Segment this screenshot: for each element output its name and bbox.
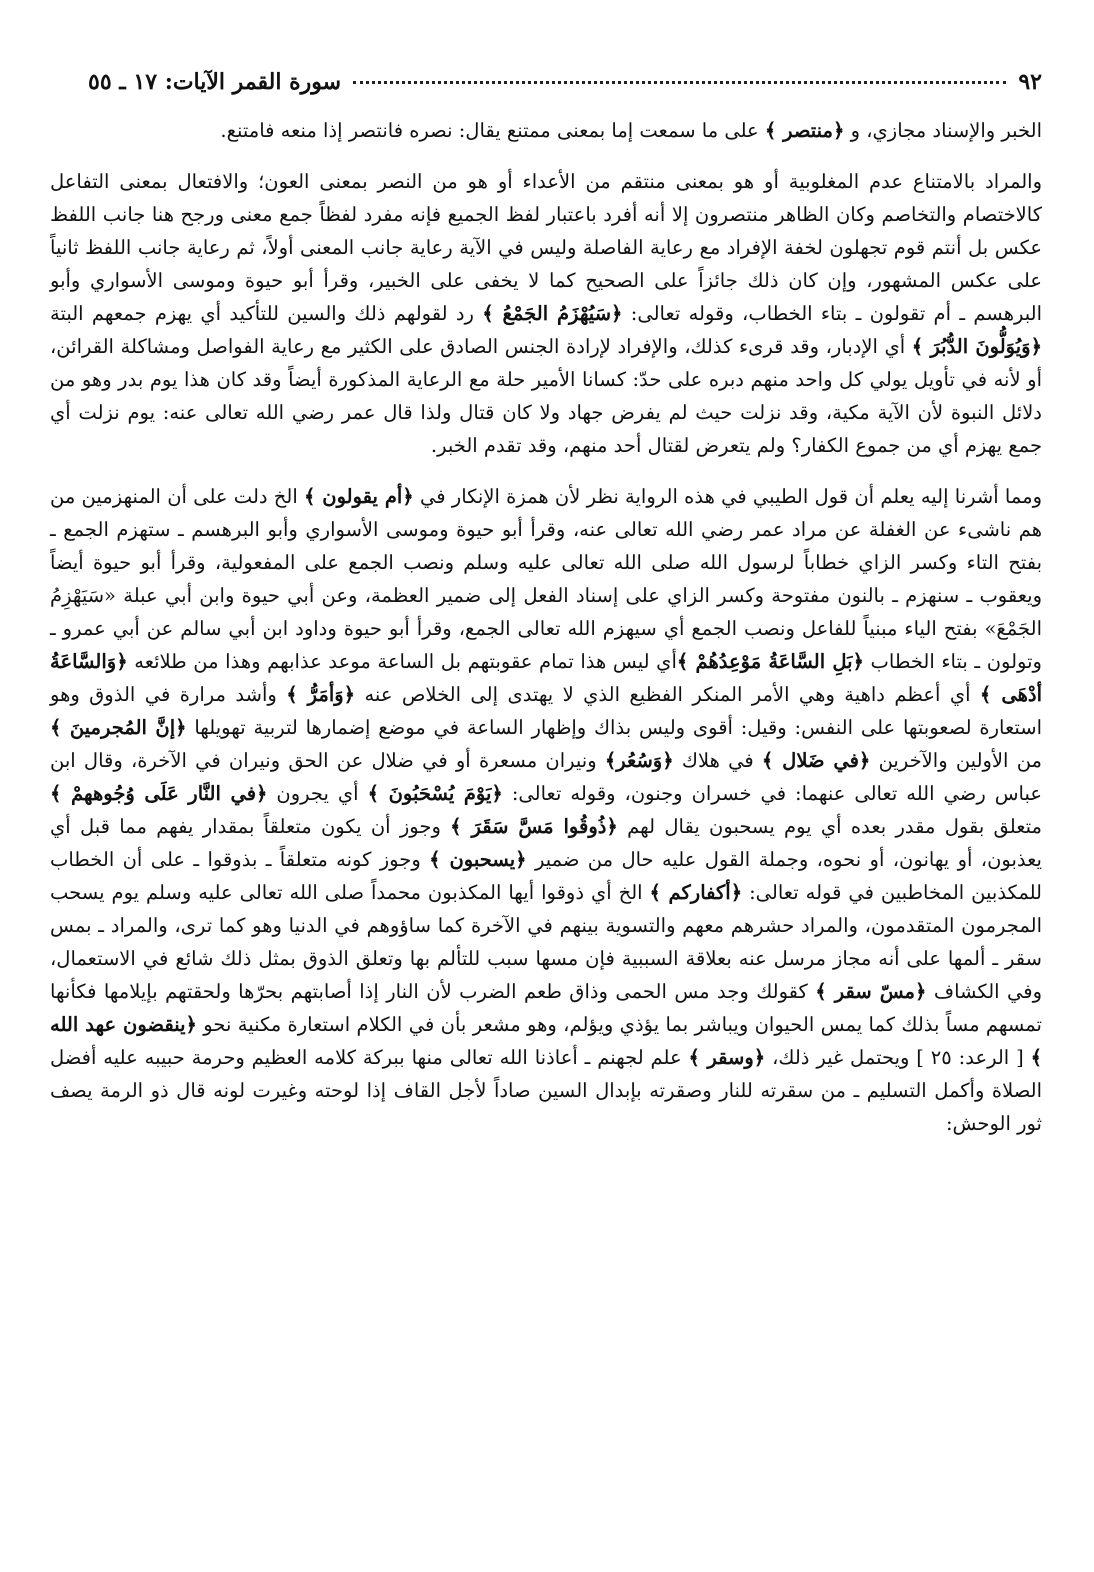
header-dotted-leader	[353, 81, 1006, 84]
text-run: أي ليس هذا تمام عقوبتهم بل الساعة موعد عذابهم وهذا من طلائعه	[127, 650, 677, 673]
quran-quote: ﴿يَوْمَ يُسْحَبُونَ ﴾	[367, 782, 503, 805]
quran-quote: ﴿منتصر ﴾	[764, 119, 845, 142]
text-run: والمراد بالامتناع عدم المغلوبية أو هو بمعنى منتقم من الأعداء أو هو من النصر بمعنى العون؛ والافتعال بمعنى التفاعل كالاختصام والتخاصم وكان الظاهر منتصرون إلا أنه أفرد باعتبار لفظ الجميع فإنه مفرد لفظاً جمع معنى ورجح هنا جانب اللفظ عكس بل أنتم قوم تجهلون لخفة الإفراد مع رعاية الفاصلة وليس في الآية رعاية جانب المعنى أولاً، ثم رعاية جانب اللفظ ثانياً على عكس المشهور، وإن كان ذلك جائزاً على الصحيح كما لا يخفى على الخبير، وقرأ أبو حيوة وموسى الأسواري وأبو البرهسم ـ أم تقولون ـ بتاء الخطاب، وقوله تعالى:	[50, 170, 1042, 325]
quran-quote: ﴿بَلِ السَّاعَةُ مَوْعِدُهُمْ ﴾	[676, 650, 864, 673]
text-run: الخ دلت على أن المنهزمين من هم ناشىء عن الغفلة عن مراد عمر رضي الله تعالى عنه، وقرأ أبو حيوة وموسى الأسواري وأبو البرهسم ـ ستهزم الجمع ـ بفتح التاء وكسر الزاي خطاباً لرسول الله صلى الله تعالى عليه وسلم ونصب الجمع على المفعولية، وقرأ أبو حيوة أيضاً ويعقوب ـ سنهزم ـ بالنون مفتوحة وكسر الزاي على إسناد الفعل إلى ضمير العظمة، وعن أبي حيوة وابن أبي عبلة «سَيَهْزِمُ الجَمْعَ» بفتح الياء مبنياً للفاعل ونصب الجمع أي سيهزم الله تعالى الجمع، وقرأ أبو حيوة وداود ابن أبي سالم عن أبي عمرو ـ وتولون ـ بتاء الخطاب	[50, 485, 1042, 673]
text-run: كقولك وجد مس الحمى وذاق طعم الضرب لأن النار إذا أصابتهم بحرّها ولحقتهم بإيلامها فكأنها تمسهم مساً بذلك كما يمس الحيوان ويباشر بما يؤذي ويؤلم، وهو مشعر بأن في الكلام استعارة مكنية نحو	[50, 980, 1042, 1036]
text-run: أي أعظم داهية وهي الأمر المنكر الفظيع الذي لا يهتدى إلى الخلاص عنه	[355, 683, 980, 706]
quran-quote: ﴿أكفاركم ﴾	[649, 881, 743, 904]
text-run: من الأولين والآخرين	[870, 749, 1042, 772]
quran-quote: ﴿وَسُعُر﴾	[604, 749, 674, 772]
text-run: علم لجهنم ـ أعاذنا الله تعالى منها ببركة كلامه العظيم وحرمة حبيبه عليه أفضل الصلاة وأكمل التسليم ـ من سقرته للنار وصقرته بإبدال السين صاداً لأجل القاف إذا لوحته وغيرت لونه قال ذو الرمة يصف ثور الوحش:	[50, 1046, 1042, 1135]
text-run: وأشد مرارة في الذوق وهو استعارة لصعوبتها على النفس: وقيل: أقوى وليس بذاك وإظهار الساعة في موضع إضمارها لتربية تهويلها	[50, 683, 1042, 739]
text-run: في هلاك	[673, 749, 762, 772]
text-run: متعلق بقول مقدر بعده أي يوم يسحبون يقال لهم	[617, 815, 1043, 838]
paragraph-2	[50, 165, 1042, 462]
page-body	[50, 114, 1042, 1140]
quran-quote: ﴿ذُوقُوا مَسَّ سَقَرَ ﴾	[450, 815, 618, 838]
paragraph-1	[50, 114, 1042, 147]
quran-quote: ﴿وسقر ﴾	[688, 1046, 766, 1069]
text-run: [ الرعد: ٢٥ ] ويحتمل غير ذلك،	[765, 1046, 1031, 1069]
page-header	[88, 62, 1042, 102]
text-run: الخبر والإسناد مجازي، و	[844, 119, 1042, 142]
quran-quote: ﴿في ضَلال ﴾	[761, 749, 871, 772]
text-run: ونيران مسعرة أو في ضلال عن الحق ونيران في الآخرة، وقال ابن عباس رضي الله تعالى عنهما: في خسران وجنون، وقوله تعالى:	[50, 749, 1042, 805]
text-run: وجوز كونه متعلقاً ـ بذوقوا ـ على أن الخطاب للمكذبين المخاطبين في قوله تعالى:	[50, 848, 1042, 904]
paragraph-3	[50, 480, 1042, 1140]
text-run: أي يجرون	[267, 782, 368, 805]
quran-quote: ﴿في النَّار عَلَى وُجُوههمْ ﴾	[50, 782, 268, 805]
text-run: ومما أشرنا إليه يعلم أن قول الطيبي في هذه الرواية نظر لأن همزة الإنكار في	[413, 485, 1042, 508]
quran-quote: ﴿يسحبون ﴾	[429, 848, 527, 871]
text-run: على ما سمعت إما بمعنى ممتنع يقال: نصره فانتصر إذا منعه فامتنع.	[220, 119, 765, 142]
text-run: الخ أي ذوقوا أيها المكذبون محمداً صلى الله تعالى عليه وسلم يوم يسحب المجرمون المتقدمون، والمراد حشرهم معهم والتسوية بينهم في الآخرة كما ساؤوهم في الدنيا وهو كما ترى، والمراد ـ بمس سقر ـ ألمها على أنه مجاز مرسل عنه بعلاقة السببية فإن مسها سبب للتألم بها وتعلق الذوق بمثل ذلك شائع في الاستعمال، وفي الكشاف	[50, 881, 1042, 1003]
quran-quote: ﴿وَالسَّاعَةُ أدْهَى ﴾	[50, 650, 1042, 706]
quran-quote: ﴿إنَّ المُجرمينَ ﴾	[50, 716, 187, 739]
quran-quote: ﴿وَأمَرُّ ﴾	[286, 683, 356, 706]
running-title: سورة القمر الآيات: ١٧ ـ ٥٥	[88, 69, 342, 95]
text-run: أي الإدبار، وقد قرىء كذلك، والإفراد لإرادة الجنس الصادق على الكثير مع رعاية الفواصل ومشاكلة القرائن، أو لأنه في تأويل يولي كل واحد منهم دبره على حدّ: كسانا الأمير حلة مع الرعاية المذكورة أيضاً وقد كان هذا يوم بدر وهو من دلائل النبوة لأن الآية مكية، وقد نزلت حيث لم يفرض جهاد ولا كان قتال ولذا قال عمر رضي الله تعالى عنه: يوم نزلت أي جمع يهزم أي من جموع الكفار؟ ولم يتعرض لقتال أحد منهم، وقد تقدم الخبر.	[50, 335, 1042, 457]
quran-quote: ﴿مسّ سقر ﴾	[815, 980, 927, 1003]
page-number: ٩٢	[1018, 69, 1042, 95]
text-run: وجوز أن يكون متعلقاً بمقدار يفهم مما قبل أي يعذبون، أو يهانون، أو نحوه، وجملة القول عليه حال من ضمير	[50, 815, 1042, 871]
quran-quote: ﴿أم يقولون ﴾	[304, 485, 414, 508]
quran-quote: ﴿سَيُهْزَمُ الجَمْعُ ﴾	[482, 302, 623, 325]
text-run: رد لقولهم ذلك والسين للتأكيد أي يهزم جمعهم البتة	[50, 302, 483, 325]
quran-quote: ﴿وَيُوَلُّونَ الدُّبُرَ ﴾	[911, 335, 1042, 358]
quran-quote: ﴿ينقضون عهد الله ﴾	[50, 1013, 1043, 1069]
